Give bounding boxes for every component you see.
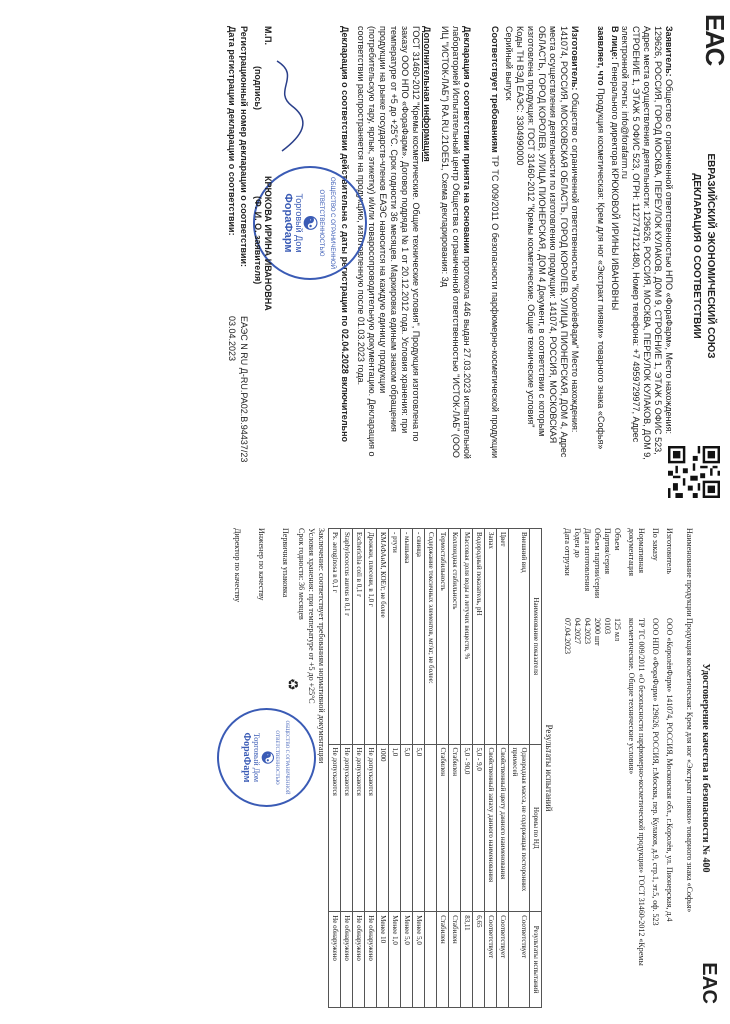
eac-logo-small: ЕАС [698, 962, 720, 1004]
stamp-name-2: ФорaФарм [282, 193, 295, 253]
info-row [684, 528, 694, 1008]
signature-area [227, 26, 336, 486]
info-row [650, 528, 660, 1008]
info-key: Изготовитель [665, 528, 674, 575]
basis-block [439, 26, 472, 466]
codes-text: Коды ТН ВЭД ЕАЭС: 3304990000 [515, 26, 525, 166]
reg-date: 03.04.2023 [227, 316, 237, 362]
declaration-title: ДЕКЛАРАЦИЯ О СООТВЕТСТВИИ [691, 173, 702, 339]
table-row [413, 529, 425, 1008]
info-key: Нормативная документация [627, 528, 646, 577]
conclusion-block [232, 528, 326, 1008]
reg-number: ЕАЭС N RU Д-RU.РА02.В.94437/23 [239, 316, 249, 463]
table-header-row [530, 529, 542, 1008]
packaging-text: Первичная упаковка [281, 528, 290, 598]
info-value: 07.04.2023 [563, 618, 572, 654]
reg-date-label: Дата регистрации декларации о соответствии: [227, 26, 237, 236]
cell-norm: Свойственный запаху данного наименования [485, 744, 497, 912]
cell-result: Менее 5,0 [413, 912, 425, 1008]
col-header-norms: Нормы по НД [530, 744, 542, 912]
info-value: Продукция косметическая: Крем для ног «Экстракт пиявки» товарного знака «Софья» [685, 618, 694, 913]
cell-norm: Однородная масса, не содержащая посторонних примесей [509, 744, 530, 912]
cell-result: Менее 1,0 [389, 912, 401, 1008]
cell-result [425, 912, 437, 1008]
cell-indicator: Staphylococcus aureus в 0,1 г [341, 529, 353, 745]
info-row [664, 528, 674, 1008]
table-row [341, 529, 353, 1008]
validity-tail: включительно [340, 376, 350, 442]
cell-indicator: КМАФАнМ, КОЕ/г, не более [377, 529, 389, 745]
cell-norm: Не допускаются [329, 744, 341, 912]
basis-label: Декларация о соответствии принята на основании [462, 26, 472, 254]
results-table [328, 528, 542, 1008]
col-header-indicator: Наименование показателя [530, 529, 542, 745]
applicant-text: Общество с ограниченной ответственностью НПО «ФорaФарм», Место нахождения: 129626, РОССИЯ, ГОРОД МОСКВА, ПЕРЕУЛОК КУЛАКОВ, ДОМ 9, СТРОЕНИЕ 1, ЭТАЖ 5 ОФИС 523, Адрес места осуществления деятельности: 129626, РОССИЯ, МОСКВА, ПЕРЕУЛОК КУЛАКОВ, ДОМ 9, СТРОЕНИЕ 1, ЭТАЖ 5 ОФИС 523, ОГРН: 1127747121480, Номер телефона: +7 4959729977, Адрес электронной почты: info@forafarm.ru [620, 26, 674, 460]
info-value: 04.2023 [583, 618, 592, 644]
cell-indicator: - ртути [389, 529, 401, 745]
info-key: Годен до [573, 528, 582, 558]
certificate-title: Удостоверение качества и безопасности № 400 [700, 663, 711, 873]
extra-text: ГОСТ 31460-2012 "Кремы косметические. Общие технические условия", Продукция изготовлена по заказу ООО НПО «ФорaФарм». Договор подряда № 1 от 20.12.2012 года. Условия хранения: при температуре от +5 до +25°С. Срок годности 36 месяцев. Маркировка единым знаком обращения продукции на рынке государств-членов ЕАЭС наносится на каждую единицу продукции (потребительскую тару, ярлык, этикетку) и/или товаросопроводительную документацию. Декларация о соответствии распространяется на продукцию, изготовленную после 01.03.2023 года. [356, 26, 421, 457]
cell-result: Стабилен [449, 912, 461, 1008]
applicant-label: Заявитель: [664, 26, 674, 77]
cell-norm: Свойственный цвету данного наименования [497, 744, 509, 912]
extra-label: Дополнительная информация [422, 26, 432, 162]
stamp-name-1: Торговый Дом [294, 193, 305, 253]
cell-indicator: Escherichia coli в 0,1 г [353, 529, 365, 745]
table-row [389, 529, 401, 1008]
info-key: Дата изготовления [583, 528, 592, 592]
cell-indicator: Запах [485, 529, 497, 745]
conclusion-text: Заключение: соответствует требованиям нормативной документации [317, 528, 326, 764]
person-block [609, 26, 620, 466]
cell-norm [425, 744, 437, 912]
cert-stamp-name-1: Торговый Дом [252, 732, 262, 783]
sig-label: (подпись) [253, 66, 263, 111]
cell-result: Менее 5,0 [401, 912, 413, 1008]
cell-indicator: Дрожжи, плесени, в 1,0 г [365, 529, 377, 745]
cell-result: Соответствует [497, 912, 509, 1008]
cell-indicator: - мышьяка [401, 529, 413, 745]
sig-name-label: (Ф. И. О. заявителя) [253, 196, 263, 285]
cell-norm: Не допускаются [341, 744, 353, 912]
validity-date: 02.04.2028 [340, 328, 350, 374]
conforms-text: ТР ТС 009/2011 О безопасности парфюмерно-косметической продукции [490, 155, 500, 459]
cell-indicator: Водородный показатель, pH [473, 529, 485, 745]
declares-block [595, 26, 606, 466]
cell-result: Не обнаружено [329, 912, 341, 1008]
shelf-life-text: Срок годности: 36 месяцев [297, 528, 306, 620]
table-row [365, 529, 377, 1008]
declaration-content [2, 6, 730, 506]
table-row [473, 529, 485, 1008]
conforms-block [489, 26, 500, 466]
inspector-1: Инженер по качеству [257, 528, 266, 601]
certificate-content [2, 518, 722, 1018]
storage-text: Условия хранения: при температуре от +5 до +25°С [307, 528, 316, 704]
manufacturer-label: Изготовитель: [570, 26, 580, 91]
info-value: 0103 [603, 618, 612, 634]
inspector-2: Директор по качеству [233, 528, 242, 603]
cell-result: Менее 10 [377, 912, 389, 1008]
table-row [461, 529, 473, 1008]
sig-name: КРЮКОВА ИРИНА ИВАНОВНА [263, 176, 273, 311]
info-row [562, 528, 572, 1008]
stamp-logo-icon: ☯ [300, 214, 321, 232]
cell-norm: 5,0 [401, 744, 413, 912]
info-row [602, 528, 612, 1008]
person-text: Генерального директора КРЮКОВОЙ ИРИНЫ ИВАНОВНЫ [610, 62, 620, 311]
info-value: ООО «КоролёвФарм» 141074, РОССИЯ, Московская обл., г.Королёв, ул. Пионерская, д.4 [665, 618, 674, 922]
table-row [377, 529, 389, 1008]
cell-indicator: Термостабильность [437, 529, 449, 745]
sig-mp: М.П. [263, 26, 273, 45]
manufacturer-text: Общество с ограниченной ответственностью "КоролёвФарм" Место нахождения: 141074, РОССИЯ, МОСКОВСКАЯ ОБЛАСТЬ, ГОРОД КОРОЛЕВ, УЛИЦА ПИОНЕРСКАЯ, ДОМ 4, Адрес места осуществления деятельности по изготовлению продукции: 141074, РОССИЯ, МОСКОВСКАЯ ОБЛАСТЬ, ГОРОД КОРОЛЕВ, УЛИЦА ПИОНЕРСКАЯ, ДОМ 4 Документ, в соответствии с которым изготовлена продукция: ГОСТ 31460-2012 "Кремы косметические. Общие технические условия" [526, 26, 580, 458]
cert-stamp-logo-icon: ☯ [258, 750, 276, 765]
results-title: Результаты испытаний [544, 724, 554, 812]
table-row [425, 529, 437, 1008]
table-row [509, 529, 530, 1008]
info-value: ООО НПО «ФорaФарм» 129626, РОССИЯ, г.Москва, пер. Кулаков, д.9, стр.1, эт.5, оф. 523 [651, 618, 660, 926]
certificate-stamp [217, 708, 316, 807]
cell-result: Не обнаружено [353, 912, 365, 1008]
info-row [582, 528, 592, 1008]
info-key: Дата отгрузки [563, 528, 572, 576]
cell-result: 6,65 [473, 912, 485, 1008]
certificate-page [0, 512, 724, 1024]
info-key: По заказу [651, 528, 660, 561]
info-key: Объем [613, 528, 622, 551]
declares-label: заявляет, что [596, 26, 606, 86]
union-title: ЕВРАЗИЙСКИЙ ЭКОНОМИЧЕСКИЙ СОЮЗ [705, 153, 716, 359]
col-header-results: Результаты испытаний [530, 912, 542, 1008]
recycle-icon: ♻ [284, 678, 299, 691]
cell-norm: Стабилен [437, 744, 449, 912]
info-key: Наименование продукции [685, 528, 694, 617]
extra-block [355, 26, 432, 466]
stamp-company: ОБЩЕСТВО С ОГРАНИЧЕННОЙ ОТВЕТСТВЕННОСТЬЮ [318, 177, 336, 269]
table-row [449, 529, 461, 1008]
info-key: Партия/серия [603, 528, 612, 575]
table-row [497, 529, 509, 1008]
table-row [353, 529, 365, 1008]
info-value: 04.2027 [573, 618, 582, 644]
cell-norm: Не допускаются [353, 744, 365, 912]
cell-result: Соответствует [509, 912, 530, 1008]
info-row [626, 528, 646, 1008]
cell-norm: Стабилен [449, 744, 461, 912]
cell-result: Стабилен [437, 912, 449, 1008]
cell-indicator: Цвет [497, 529, 509, 745]
serial-text: Серийный выпуск [504, 26, 514, 101]
info-key: Объем партии/серии [593, 528, 602, 599]
info-row [592, 528, 602, 1008]
cell-indicator: Содержание токсичных элементов, мг/кг, не более: [425, 529, 437, 745]
table-row [485, 529, 497, 1008]
cell-result: Соответствует [485, 912, 497, 1008]
person-label: В лице: [610, 26, 620, 60]
cert-stamp-name-2: ФорaФарм [241, 732, 253, 783]
info-value: ТР ТС 009/2011 «О безопасности парфюмерно-косметической продукции» ГОСТ 31460-2012 «Кремы косметические. Общие технические условия» [627, 618, 646, 966]
cell-norm: 5,0 [413, 744, 425, 912]
cell-indicator: Коллоидная стабильность [449, 529, 461, 745]
info-row [572, 528, 582, 1008]
qr-code-icon [668, 446, 720, 498]
cell-norm: 1,0 [389, 744, 401, 912]
basis-text: протокола 446 выдан 27.03.2023 испытательной лабораторией Испытательный центр Общества с ограниченной ответственностью "ИСТОК-ЛАБ" (ООО ИЦ "ИСТОК-ЛАБ") RA.RU.21OE51, Схема декларирования: 3д [440, 26, 472, 459]
cell-indicator: Ps. aeruginosa в 0,1 г [329, 529, 341, 745]
cell-indicator: - свинца [413, 529, 425, 745]
table-row [329, 529, 341, 1008]
info-row [612, 528, 622, 1008]
cell-norm: 1000 [377, 744, 389, 912]
cell-result: Не обнаружено [341, 912, 353, 1008]
cell-indicator: Внешний вид [509, 529, 530, 745]
cell-norm: Не допускаются [365, 744, 377, 912]
cell-norm: 5,0 - 90,0 [461, 744, 473, 912]
cell-result: Не обнаружено [365, 912, 377, 1008]
cell-norm: 5,0 - 9,0 [473, 744, 485, 912]
manufacturer-block [503, 26, 580, 466]
info-value: 125 мл [613, 618, 622, 642]
validity-label: Декларация о соответствии действительна с даты регистрации по [340, 26, 350, 327]
reg-number-label: Регистрационный номер декларации о соответствии: [239, 26, 249, 268]
eac-logo: ЕАС [700, 14, 730, 66]
table-row [401, 529, 413, 1008]
table-row [437, 529, 449, 1008]
signature-scribble [267, 56, 307, 156]
cell-result: 83,11 [461, 912, 473, 1008]
declares-text: Продукция косметическая: Крем для ног «Экстракт пиявки» товарного знака «Софья» [596, 88, 606, 450]
info-value: 2000 шт [593, 618, 602, 646]
applicant-block [619, 26, 674, 466]
conforms-label: Соответствует требованиям [490, 26, 500, 153]
cell-indicator: Массовая доля воды и летучих веществ, % [461, 529, 473, 745]
cert-stamp-company: ОБЩЕСТВО С ОГРАНИЧЕННОЙ ОТВЕТСТВЕННОСТЬЮ [274, 720, 290, 795]
